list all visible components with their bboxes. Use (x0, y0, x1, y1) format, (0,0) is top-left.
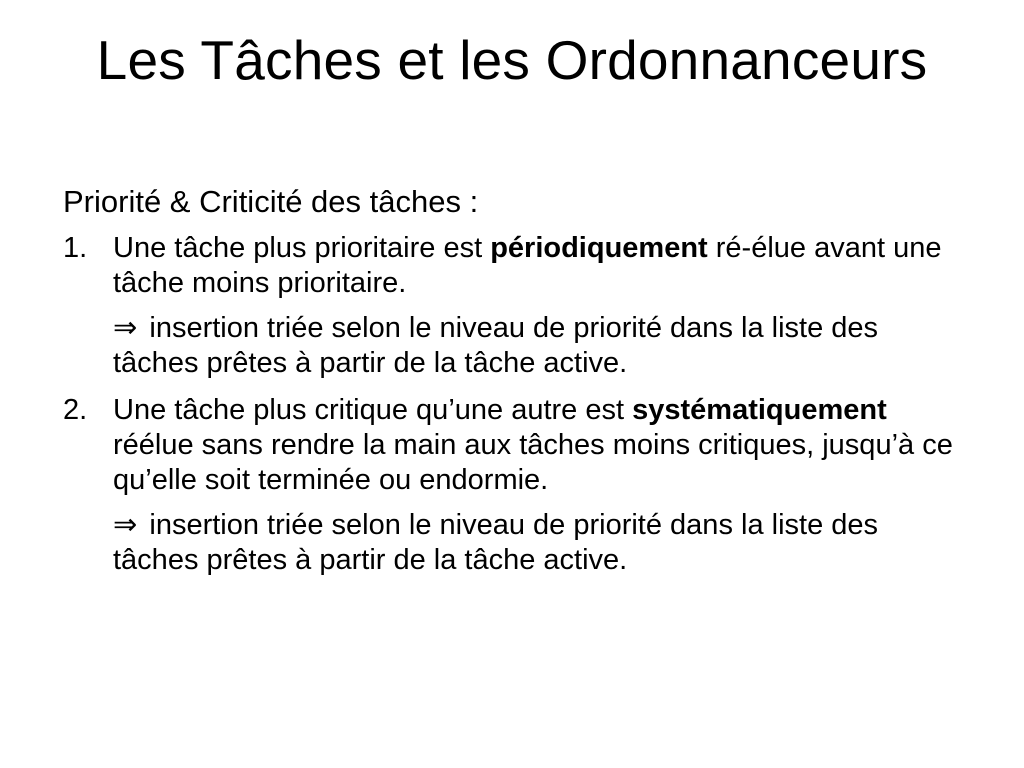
section-heading: Priorité & Criticité des tâches : (63, 184, 479, 219)
implies-arrow-icon: ⇒ (113, 312, 138, 344)
numbered-item-2 (63, 393, 963, 578)
item-consequence (113, 311, 963, 381)
item-text-end: ré-élue avant une tâche moins prioritaire. (113, 232, 942, 299)
item-text (113, 231, 963, 301)
slide-title: Les Tâches et les Ordonnanceurs (96, 29, 928, 91)
item-emphasis: systématiquement (632, 394, 887, 426)
item-text-start: Une tâche plus critique qu’une autre est (113, 394, 633, 426)
slide-content (63, 183, 963, 578)
item-emphasis: périodiquement (490, 232, 708, 264)
consequence-text: insertion triée selon le niveau de priorité dans la liste des tâches prêtes à partir de la tâche active. (113, 312, 879, 379)
item-text (113, 393, 963, 498)
consequence-text: insertion triée selon le niveau de priorité dans la liste des tâches prêtes à partir de la tâche active. (113, 509, 879, 576)
implies-arrow-icon: ⇒ (113, 509, 138, 541)
item-number: 2. (63, 394, 88, 426)
item-number: 1. (63, 232, 88, 264)
item-text-start: Une tâche plus prioritaire est (113, 232, 491, 264)
item-text-end: réélue sans rendre la main aux tâches moins critiques, jusqu’à ce qu’elle soit terminée ou endormie. (113, 429, 953, 496)
item-consequence (113, 508, 963, 578)
numbered-item-1 (63, 231, 963, 381)
